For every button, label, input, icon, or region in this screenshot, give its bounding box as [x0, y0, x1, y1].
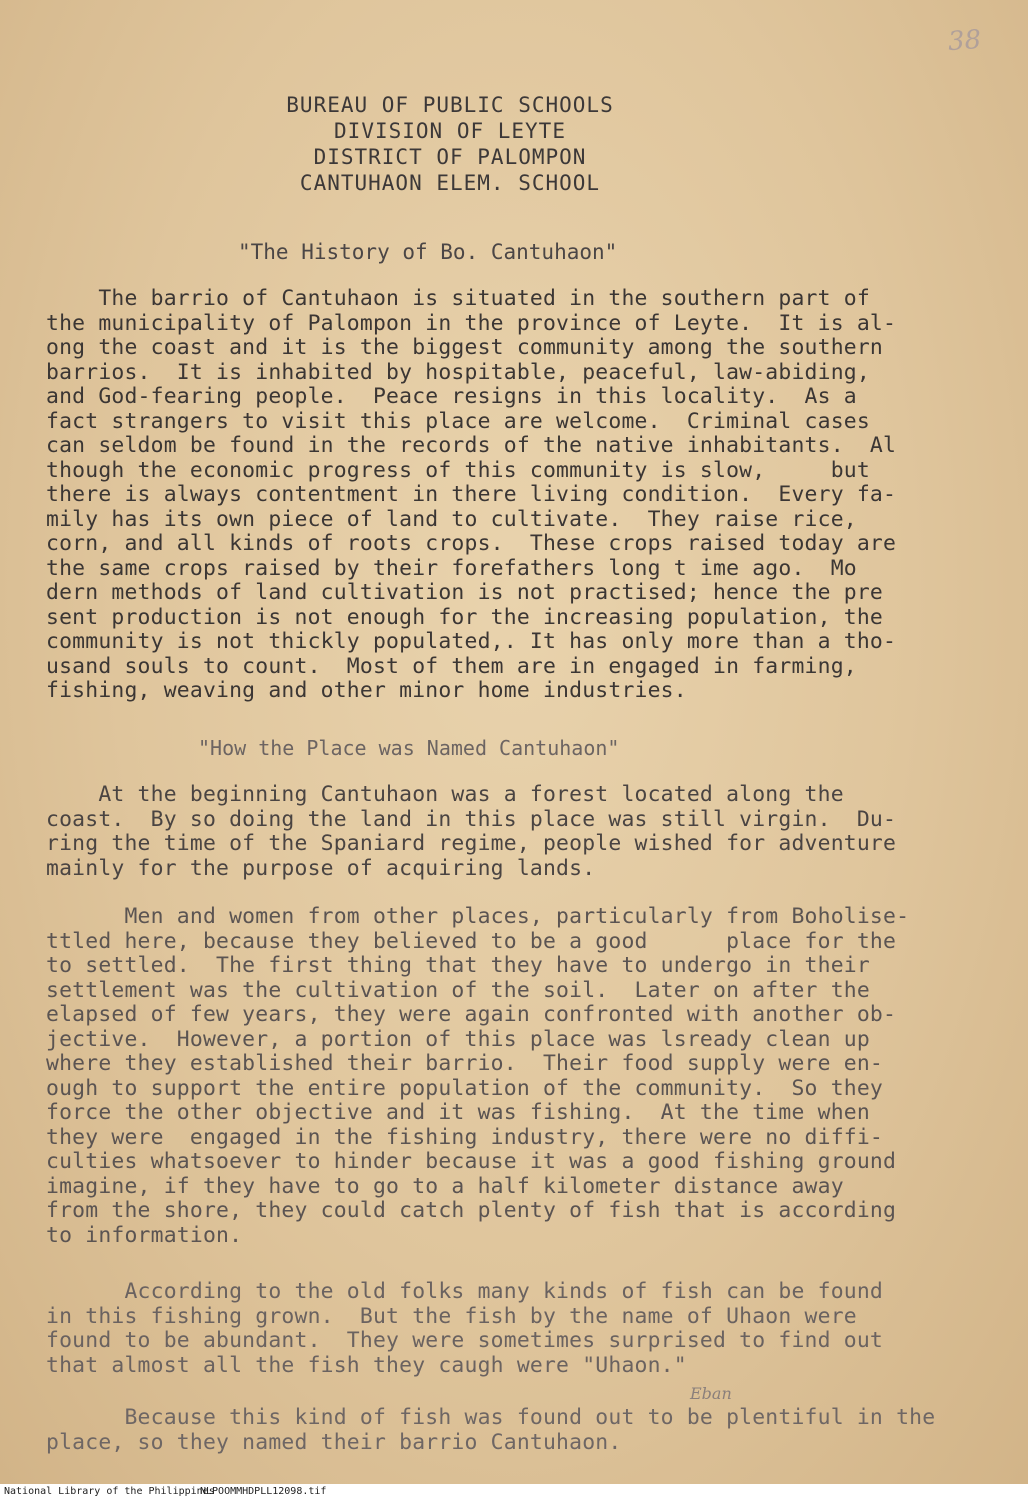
paragraph-beginning: At the beginning Cantuhaon was a forest located along the coast. By so doing the land in this place was still virgin. Du- ring the time of the Spaniard regime, people wished for adventure mainly for the purpose of acquiring lands. — [46, 782, 897, 881]
header-bureau: BUREAU OF PUBLIC SCHOOLS — [286, 93, 614, 117]
header-district: DISTRICT OF PALOMPON — [313, 145, 587, 169]
footer-library: National Library of the Philippines — [4, 1486, 215, 1497]
header-division: DIVISION OF LEYTE — [334, 119, 566, 143]
paragraph-fish: According to the old folks many kinds of fish can be found in this fishing grown. But the fish by the name of Uhaon were found to be abundant. They were sometimes surprised to find out that almost all the fish they caugh were "Uhaon." — [46, 1279, 884, 1378]
section-heading: "How the Place was Named Cantuhaon" — [198, 736, 620, 760]
header-school: CANTUHAON ELEM. SCHOOL — [299, 171, 601, 195]
footer-filename: NLPOOMMHDPLL12098.tif — [200, 1486, 327, 1497]
handwritten-annotation: Eban — [690, 1384, 732, 1403]
scan-footer — [0, 1484, 1028, 1500]
paragraph-naming: Because this kind of fish was found out to be plentiful in the place, so they named their barrio Cantuhaon. — [46, 1405, 936, 1455]
document-title: "The History of Bo. Cantuhaon" — [238, 240, 618, 264]
paragraph-intro: The barrio of Cantuhaon is situated in the southern part of the municipality of Palompon in the province of Leyte. It is al- ong the coast and it is the biggest community among the southern barrios. It is inhabited by hospitable, peaceful, law-abiding, and God-fearing people. Peace resigns in this locality. As a fact strangers to visit this place are welcome. Criminal cases can seldom be found in the records of the native inhabitants. Al though the economic progress of this community is slow, but there is always contentment in there living condition. Every fa- mily has its own piece of land to cultivate. They raise rice, corn, and all kinds of roots crops. These crops raised today are the same crops raised by their forefathers long t ime ago. Mo dern methods of land cultivation is not practised; hence the pre sent production is not enough for the increasing population, the community is not thickly populated,. It has only more than a tho- usand souls to count. Most of them are in engaged in farming, fishing, weaving and other minor home industries. — [46, 286, 897, 703]
paragraph-settlers: Men and women from other places, particularly from Boholise- ttled here, because they believed to be a good place for the to settled. The first thing that they have to undergo in their settlement was the cultivation of the soil. Later on after the elapsed of few years, they were again confronted with another ob- jective. However, a portion of this place was lsready clean up where they established their barrio. Their food supply were en- ough to support the entire population of the community. So they force the other objective and it was fishing. At the time when they were engaged in the fishing industry, there were no diffi- culties whatsoever to hinder because it was a good fishing ground imagine, if they have to go to a half kilometer distance away from the shore, they could catch plenty of fish that is according to information. — [46, 904, 910, 1248]
document-header — [240, 92, 660, 196]
page-number: 38 — [946, 24, 983, 58]
